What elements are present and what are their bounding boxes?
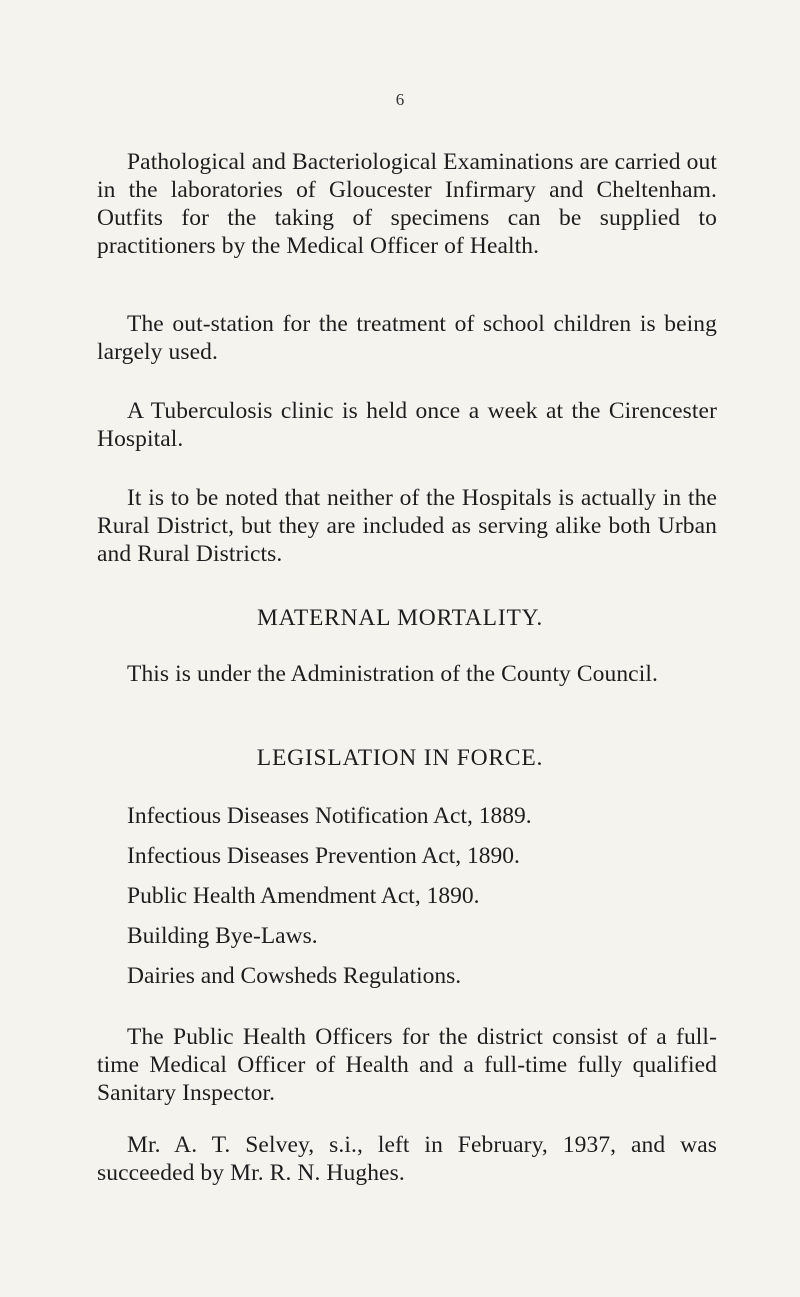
paragraph-hospitals-note: It is to be noted that neither of the Hospitals is actually in the Rural District, but they are included as serving alike both Urban and Rural Districts. bbox=[97, 485, 717, 567]
legislation-list bbox=[127, 796, 532, 996]
list-item: Public Health Amendment Act, 1890. bbox=[127, 883, 480, 909]
heading-maternal-mortality: MATERNAL MORTALITY. bbox=[256, 605, 544, 631]
paragraph-public-health-officers: The Public Health Officers for the district consist of a full-time Medical Officer of Health and a full-time fully qualified Sanitary Inspector. bbox=[97, 1024, 717, 1106]
list-item: Dairies and Cowsheds Regulations. bbox=[127, 963, 462, 989]
paragraph-tuberculosis-clinic: A Tuberculosis clinic is held once a week at the Cirencester Hospital. bbox=[97, 398, 717, 452]
paragraph-selvey-succession: Mr. A. T. Selvey, s.i., left in February, 1937, and was succeeded by Mr. R. N. Hughes. bbox=[97, 1132, 717, 1186]
page-number: 6 bbox=[395, 90, 405, 109]
heading-legislation-in-force: LEGISLATION IN FORCE. bbox=[256, 745, 544, 771]
paragraph-examinations: Pathological and Bacteriological Examinations are carried out in the laboratories of Gloucester Infirmary and Cheltenham. Outfits for the taking of specimens can be supplied to practitioners by the Medical Officer of Health. bbox=[97, 149, 717, 259]
list-item: Infectious Diseases Notification Act, 1889. bbox=[127, 803, 532, 829]
paragraph-maternal-mortality: This is under the Administration of the County Council. bbox=[127, 661, 658, 687]
paragraph-out-station: The out-station for the treatment of school children is being largely used. bbox=[97, 311, 717, 365]
list-item: Infectious Diseases Prevention Act, 1890. bbox=[127, 843, 520, 869]
list-item: Building Bye-Laws. bbox=[127, 923, 318, 949]
